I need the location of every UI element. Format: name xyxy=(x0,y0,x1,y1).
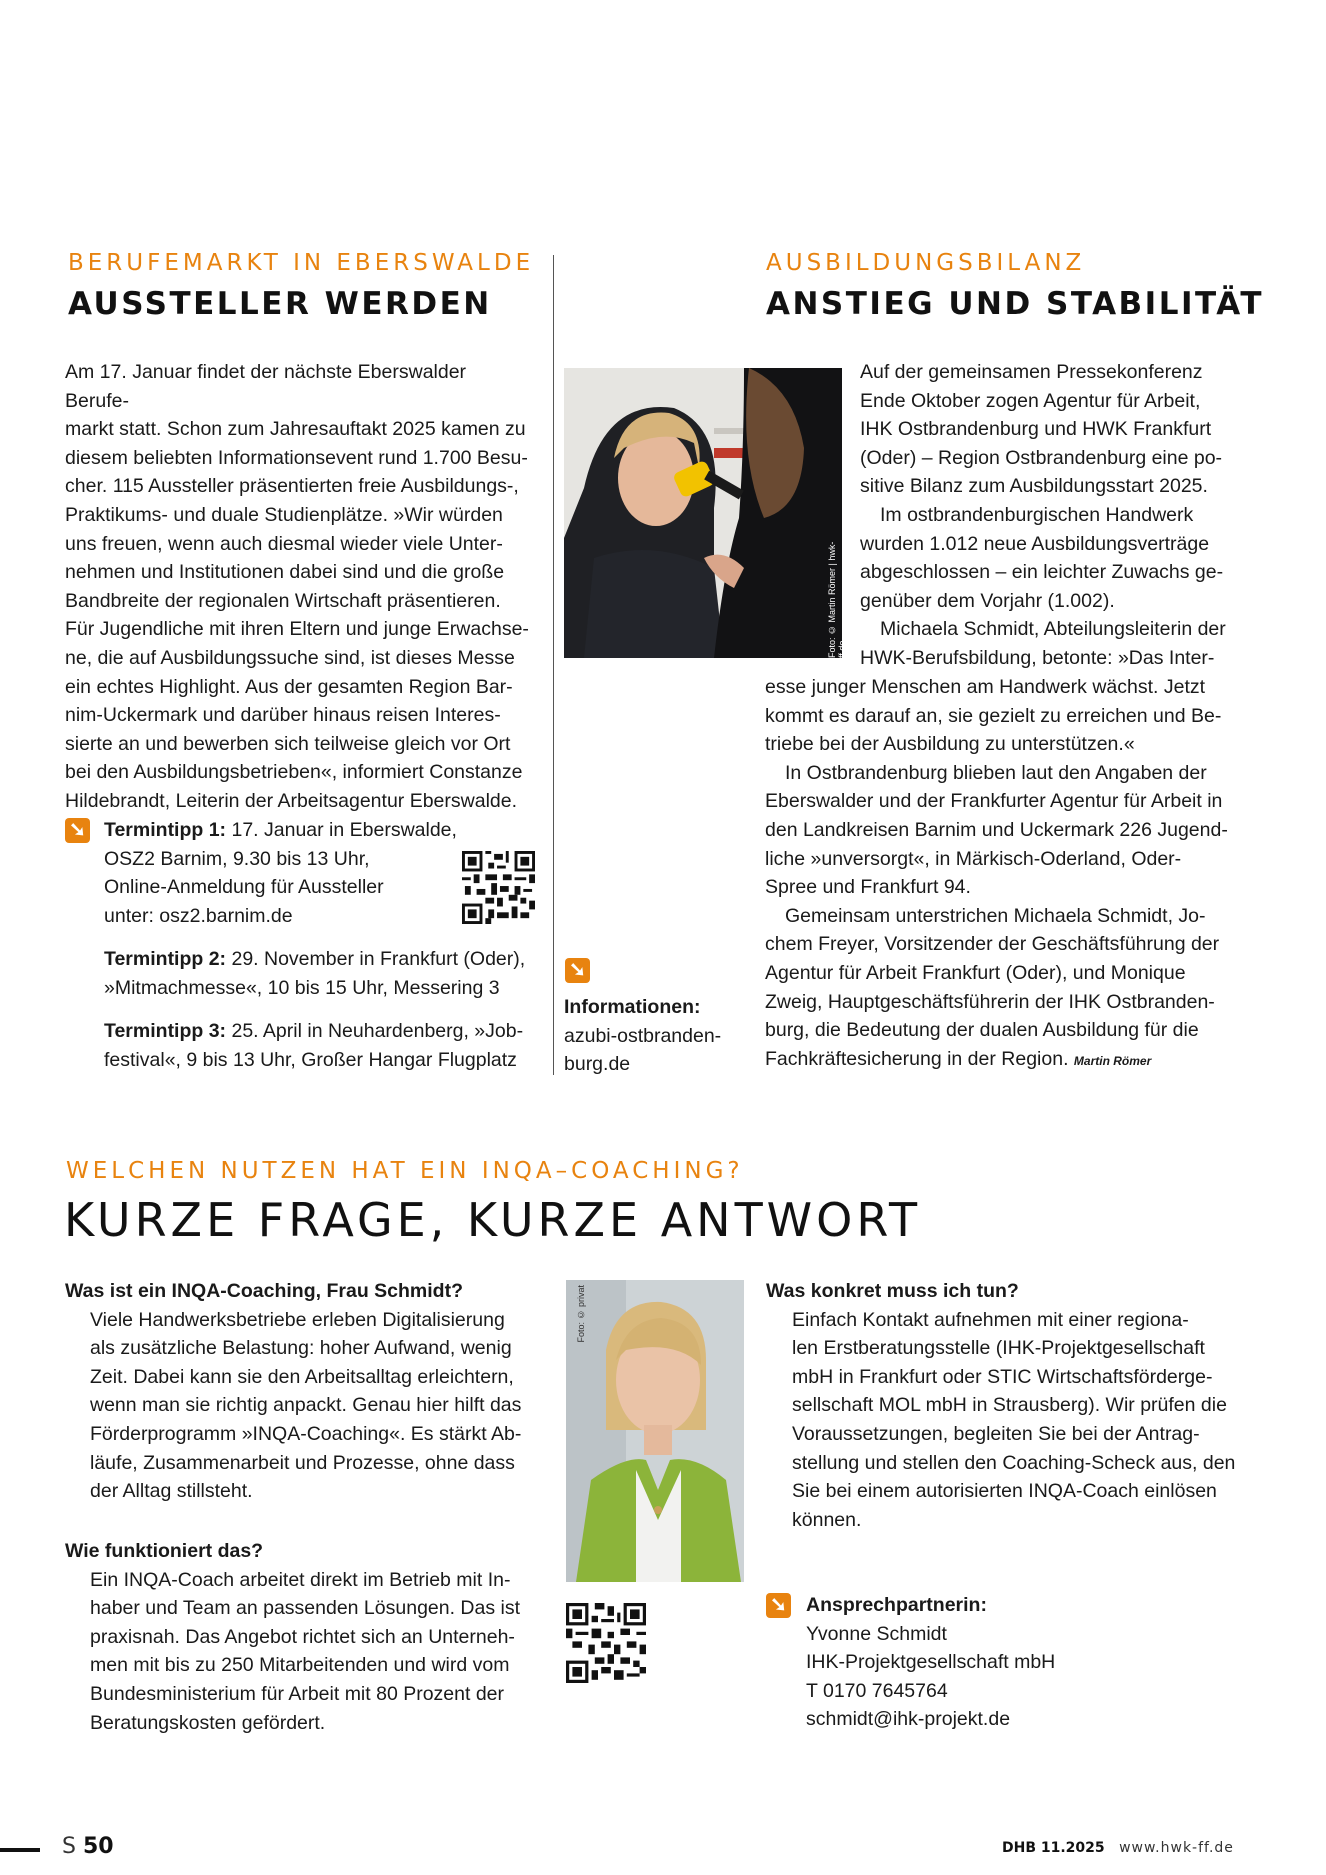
answer-line: stellung und stellen den Coaching-Scheck aus, den xyxy=(792,1451,1236,1474)
contact-email[interactable]: schmidt@ihk-projekt.de xyxy=(806,1708,1011,1731)
body-line: Ende Oktober zogen Agentur für Arbeit, xyxy=(860,389,1201,412)
contact-name: Yvonne Schmidt xyxy=(806,1622,947,1645)
qa-block-1 xyxy=(65,1277,555,1506)
body-line: burg, die Bedeutung der dualen Ausbildung für die xyxy=(765,1019,1199,1042)
tip-text: 29. November in Frankfurt (Oder), xyxy=(226,948,526,970)
right-body-wide xyxy=(765,673,1265,1075)
right-body-narrow xyxy=(860,358,1260,673)
body-line: diesem beliebten Informationsevent rund 1.700 Besu- xyxy=(65,446,528,469)
body-line: sierte an und bewerben sich teilweise gleich vor Ort xyxy=(65,732,511,755)
issue-label: DHB 11.2025 xyxy=(1002,1840,1105,1856)
body-line: Hildebrandt, Leiterin der Arbeitsagentur Eberswalde. xyxy=(65,789,518,812)
body-line: Spree und Frankfurt 94. xyxy=(765,876,971,899)
photo-credit: Foto: © Martin Römer | hwk-ff.de xyxy=(827,541,847,658)
body-line: liche »unversorgt«, in Märkisch-Oderland, Oder- xyxy=(765,847,1182,870)
termintipp-3 xyxy=(104,1017,544,1074)
tip-text: »Mitmachmesse«, 10 bis 15 Uhr, Messering 3 xyxy=(104,976,500,999)
body-line: bei den Ausbildungsbetrieben«, informiert Constanze xyxy=(65,761,523,784)
body-line: markt statt. Schon zum Jahresauftakt 2025 kamen zu xyxy=(65,418,526,441)
question: Was ist ein INQA-Coaching, Frau Schmidt? xyxy=(65,1280,463,1302)
answer-line: als zusätzliche Belastung: hoher Aufwand, wenig xyxy=(90,1337,512,1360)
tip-text: unter: osz2.barnim.de xyxy=(104,904,293,927)
body-line: Bandbreite der regionalen Wirtschaft präsentieren. xyxy=(65,589,501,612)
left-kicker: BERUFEMARKT IN EBERSWALDE xyxy=(68,250,535,276)
answer-line: men mit bis zu 250 Mitarbeitenden und wird vom xyxy=(90,1654,510,1677)
body-line: sitive Bilanz zum Ausbildungsstart 2025. xyxy=(860,475,1208,498)
body-line: abgeschlossen – ein leichter Zuwachs ge- xyxy=(860,561,1224,584)
question: Wie funktioniert das? xyxy=(65,1540,264,1562)
body-line: uns freuen, wenn auch diesmal wieder viele Unter- xyxy=(65,532,503,555)
answer-line: läufe, Zusammenarbeit und Prozesse, ohne dass xyxy=(90,1451,515,1474)
page-number xyxy=(62,1834,114,1859)
qa-kicker: WELCHEN NUTZEN HAT EIN INQA–COACHING? xyxy=(66,1158,744,1184)
arrow-icon: ➘ xyxy=(65,818,90,843)
press-photo-art xyxy=(564,368,842,658)
answer-line: Zeit. Dabei kann sie den Arbeitsalltag erleichtern, xyxy=(90,1365,514,1388)
qa-block-2 xyxy=(65,1537,555,1737)
body-line: kommt es darauf an, sie gezielt zu erreichen und Be- xyxy=(765,704,1222,727)
answer-line: Sie bei einem autorisierten INQA-Coach einlösen xyxy=(792,1480,1217,1503)
body-line: triebe bei der Ausbildung zu unterstützen.« xyxy=(765,733,1135,756)
body-line: In Ostbrandenburg blieben laut den Angaben der xyxy=(785,761,1207,784)
body-line: IHK Ostbrandenburg und HWK Frankfurt xyxy=(860,418,1212,441)
body-line: Eberswalder und der Frankfurter Agentur für Arbeit in xyxy=(765,790,1223,813)
answer-line: Voraussetzungen, begleiten Sie bei der Antrag- xyxy=(792,1422,1200,1445)
photo-credit: Foto: © privat xyxy=(576,1285,586,1343)
info-box xyxy=(564,993,744,1079)
body-line: Fachkräftesicherung in der Region. xyxy=(765,1047,1069,1070)
answer-line: können. xyxy=(792,1508,862,1531)
website-link[interactable]: www.hwk-ff.de xyxy=(1119,1840,1234,1856)
termintipp-2 xyxy=(104,945,544,1002)
answer-line: len Erstberatungsstelle (IHK-Projektgesellschaft xyxy=(792,1337,1205,1360)
info-link[interactable]: azubi-ostbranden- xyxy=(564,1024,722,1047)
answer-line: haber und Team an passenden Lösungen. Das ist xyxy=(90,1597,521,1620)
body-line: Zweig, Hauptgeschäftsführerin der IHK Ostbranden- xyxy=(765,990,1215,1013)
body-line: Im ostbrandenburgischen Handwerk xyxy=(880,503,1194,526)
qr-code-icon xyxy=(566,1603,646,1683)
answer-line: Ein INQA-Coach arbeitet direkt im Betrieb mit In- xyxy=(90,1568,511,1591)
body-line: Für Jugendliche mit ihren Eltern und junge Erwachse- xyxy=(65,618,529,641)
answer-line: Beratungskosten gefördert. xyxy=(90,1711,326,1734)
arrow-icon: ➘ xyxy=(766,1593,791,1618)
answer-line: wenn man sie richtig anpackt. Genau hier hilft das xyxy=(90,1394,522,1417)
right-kicker: AUSBILDUNGSBILANZ xyxy=(766,250,1086,276)
body-line: Am 17. Januar findet der nächste Eberswalder Berufe- xyxy=(65,361,467,412)
tip-text: festival«, 9 bis 13 Uhr, Großer Hangar Flugplatz xyxy=(104,1048,517,1071)
body-line: genüber dem Vorjahr (1.002). xyxy=(860,589,1115,612)
body-line: esse junger Menschen am Handwerk wächst. Jetzt xyxy=(765,676,1206,698)
tip-text: OSZ2 Barnim, 9.30 bis 13 Uhr, xyxy=(104,847,370,870)
author-name: Martin Römer xyxy=(1073,1053,1152,1068)
body-line: den Landkreisen Barnim und Uckermark 226 Jugend- xyxy=(765,818,1228,841)
body-line: nim-Uckermark und darüber hinaus reisen Interes- xyxy=(65,704,501,727)
contact-company: IHK-Projektgesellschaft mbH xyxy=(806,1651,1056,1674)
footer-issue-line xyxy=(1002,1840,1234,1856)
question: Was konkret muss ich tun? xyxy=(766,1280,1019,1302)
body-line: Gemeinsam unterstrichen Michaela Schmidt, Jo- xyxy=(785,904,1206,927)
body-line: Praktikums- und duale Studienplätze. »Wir würden xyxy=(65,503,503,526)
answer-line: Viele Handwerksbetriebe erleben Digitalisierung xyxy=(90,1308,505,1331)
contact-box xyxy=(806,1591,1226,1734)
left-headline: AUSSTELLER WERDEN xyxy=(68,286,492,322)
tip-label: Termintipp 2: xyxy=(104,948,227,970)
answer-line: praxisnah. Das Angebot richtet sich an Unterneh- xyxy=(90,1625,515,1648)
page-prefix: S xyxy=(62,1834,76,1859)
tip-text: Online-Anmeldung für Aussteller xyxy=(104,876,384,899)
tip-text: 17. Januar in Eberswalde, xyxy=(226,819,457,841)
tip-label: Termintipp 3: xyxy=(104,1020,227,1042)
contact-phone[interactable]: T 0170 7645764 xyxy=(806,1679,948,1702)
qr-code-icon xyxy=(462,851,535,924)
arrow-icon: ➘ xyxy=(565,958,590,983)
termintipp-1 xyxy=(104,816,524,930)
contact-label: Ansprechpartnerin: xyxy=(806,1594,987,1616)
answer-line: Einfach Kontakt aufnehmen mit einer regiona- xyxy=(792,1308,1189,1331)
tip-text: 25. April in Neuhardenberg, »Job- xyxy=(226,1020,524,1042)
body-line: chem Freyer, Vorsitzender der Geschäftsführung der xyxy=(765,933,1220,956)
body-line: ein echtes Highlight. Aus der gesamten Region Bar- xyxy=(65,675,513,698)
column-divider xyxy=(553,255,554,1075)
answer-line: mbH in Frankfurt oder STIC Wirtschaftsförderge- xyxy=(792,1365,1213,1388)
tip-label: Termintipp 1: xyxy=(104,819,227,841)
body-line: Auf der gemeinsamen Pressekonferenz xyxy=(860,361,1203,383)
portrait-photo xyxy=(566,1280,744,1582)
right-headline: ANSTIEG UND STABILITÄT xyxy=(766,286,1264,322)
body-line: HWK-Berufsbildung, betonte: »Das Inter- xyxy=(860,646,1215,669)
qa-headline: KURZE FRAGE, KURZE ANTWORT xyxy=(64,1193,922,1247)
page-number-value: 50 xyxy=(82,1834,114,1859)
info-label: Informationen: xyxy=(564,996,701,1018)
body-line: (Oder) – Region Ostbrandenburg eine po- xyxy=(860,446,1223,469)
answer-line: Bundesministerium für Arbeit mit 80 Prozent der xyxy=(90,1682,505,1705)
body-line: ne, die auf Ausbildungssuche sind, ist dieses Messe xyxy=(65,646,515,669)
body-line: nehmen und Institutionen dabei sind und die große xyxy=(65,561,505,584)
portrait-photo-art xyxy=(566,1280,744,1582)
left-body xyxy=(65,358,535,816)
body-line: Agentur für Arbeit Frankfurt (Oder), und Monique xyxy=(765,961,1186,984)
answer-line: sellschaft MOL mbH in Strausberg). Wir prüfen die xyxy=(792,1394,1227,1417)
footer-bar xyxy=(0,1848,40,1852)
press-photo xyxy=(564,368,847,658)
answer-line: Förderprogramm »INQA-Coaching«. Es stärkt Ab- xyxy=(90,1422,522,1445)
body-line: wurden 1.012 neue Ausbildungsverträge xyxy=(860,532,1210,555)
body-line: Michaela Schmidt, Abteilungsleiterin der xyxy=(880,618,1226,641)
qa-block-3 xyxy=(766,1277,1256,1534)
answer-line: der Alltag stillsteht. xyxy=(90,1480,253,1503)
info-link[interactable]: burg.de xyxy=(564,1053,631,1076)
body-line: cher. 115 Aussteller präsentierten freie Ausbildungs-, xyxy=(65,475,519,498)
